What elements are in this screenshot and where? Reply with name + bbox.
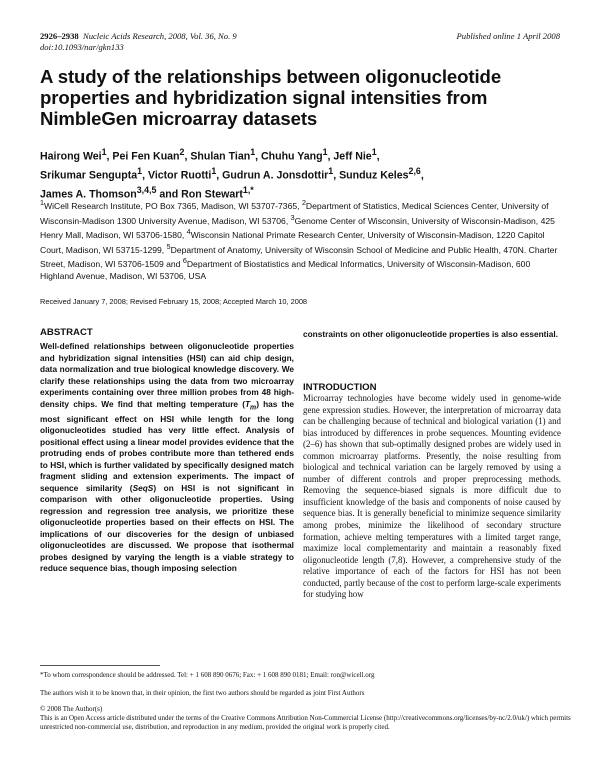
copyright-notice: © 2008 The Author(s): [40, 705, 103, 713]
affiliations: $^1$WiCell Research Institute, PO Box 7365, Madison, WI 53707-7365, $^2$Department of Statistics, Medical Sciences Center, University of Wisconsin-Madison 1300 University Avenue, Madison, WI 53706, $^3$Genome Center of Wisconsin, University of Wisconsin-Madison, 425 Henry Mall, Madison, WI 53706-1580, $^4$Wisconsin National Primate Research Center, University of Wisconsin-Madison, 1220 Capitol Court, Madison, WI 53715-1299, $^5$Department of Anatomy, University of Wisconsin School of Medicine and Public Health, 470N. Charter Street, Madison, WI 53706-1509 and $^6$Department of Biostatistics and Medical Informatics, University of Wisconsin-Madison, 600 Highland Avenue, Madison, WI 53706, USA: [40, 199, 558, 281]
journal-info: Nucleic Acids Research, 2008, Vol. 36, No. 9: [82, 31, 237, 41]
introduction-body: Microarray technologies have become widely used in genome-wide gene expression studies. However, the interpretation of microarray data can be challenging because of technical and biological variation (1) and bias introduced by differences in probe sequences. Mounting evidence (2–6) has shown that sub-optimally designed probes are widely used in common microarray platforms. Presently, the noise resulting from biological and technical variation can be largely removed by using a number of different controls and proper preprocessing methods. Removing the sequence-biased signals is more difficult due to insufficient knowledge of the basis and components of noise caused by sequence bias. It is generally beneficial to minimize sequence similarity among probes, minimize the likelihood of secondary structure formation, achieve melting temperatures with a limited target range, maximize local complementarity and maintain a reasonably fixed oligonucleotide length (7,8). However, a comprehensive study of the relative importance of each of the factors for HSI has not been conducted, partly because of the cost to perform large-scale experiments for studying how: [303, 393, 561, 600]
correspondence-footnote: *To whom correspondence should be addressed. Tel: + 1 608 890 0676; Fax: + 1 608 890 0181; Email: ron@wicell.org: [40, 671, 375, 679]
page-range: 2926–2938: [40, 31, 79, 41]
published-date: Published online 1 April 2008: [456, 31, 560, 41]
paper-title: A study of the relationships between oligonucleotide properties and hybridization signal intensities from NimbleGen microarray datasets: [40, 66, 502, 129]
received-dates: Received January 7, 2008; Revised February 15, 2008; Accepted March 10, 2008: [40, 297, 308, 306]
running-header: [40, 31, 237, 53]
introduction-heading: INTRODUCTION: [303, 382, 377, 393]
doi: doi:10.1093/nar/gkn133: [40, 42, 124, 52]
abstract-body: Well-defined relationships between oligonucleotide properties and hybridization signal intensities (HSI) can aid chip design, data normalization and true biological knowledge discovery. We clarify these relationships using the data from two microarray experiments containing over three million probes from 48 high-density chips. We find that melting temperature $(T_m)$ has the most significant effect on HSI while length for the long oligonucleotides studied has very little effect. Analysis of positional effect using a linear model provides evidence that the protruding ends of probes contribute more than tethered ends to HSI, which is further validated by specifically designed match fragment sliding and extension experiments. The impact of sequence similarity (SeqS) on HSI is not significant in comparison with other oligonucleotide properties. Using regression and regression tree analysis, we prioritize these oligonucleotide properties based on their effects on HSI. The implications of our discoveries for the design of unbiased oligonucleotides are discussed. We propose that isothermal probes designed by varying the length is a viable strategy to reduce sequence bias, though imposing selection: [40, 341, 294, 574]
footnote-rule: [40, 665, 160, 666]
author-list: Hairong Wei$^1$, Pei Fen Kuan$^2$, Shulan Tian$^1$, Chuhu Yang$^1$, Jeff Nie$^1$, Srikumar Sengupta$^1$, Victor Ruotti$^1$, Gudrun A. Jonsdottir$^1$, Sunduz Keles$^{2,6}$, James A. Thomson$^{3,4,5}$ and Ron Stewart$^{1,*}$: [40, 147, 424, 201]
license-notice: This is an Open Access article distributed under the terms of the Creative Commons Attribution Non-Commercial License (http://creativecommons.org/licenses/by-nc/2.0/uk/) which permits unrestricted non-commercial use, distribution, and reproduction in any medium, provided the original work is properly cited.: [40, 714, 571, 732]
abstract-heading: ABSTRACT: [40, 327, 93, 338]
joint-authors-footnote: The authors wish it to be known that, in their opinion, the first two authors should be regarded as joint First Authors: [40, 689, 365, 697]
abstract-continued: constraints on other oligonucleotide properties is also essential.: [303, 329, 558, 339]
